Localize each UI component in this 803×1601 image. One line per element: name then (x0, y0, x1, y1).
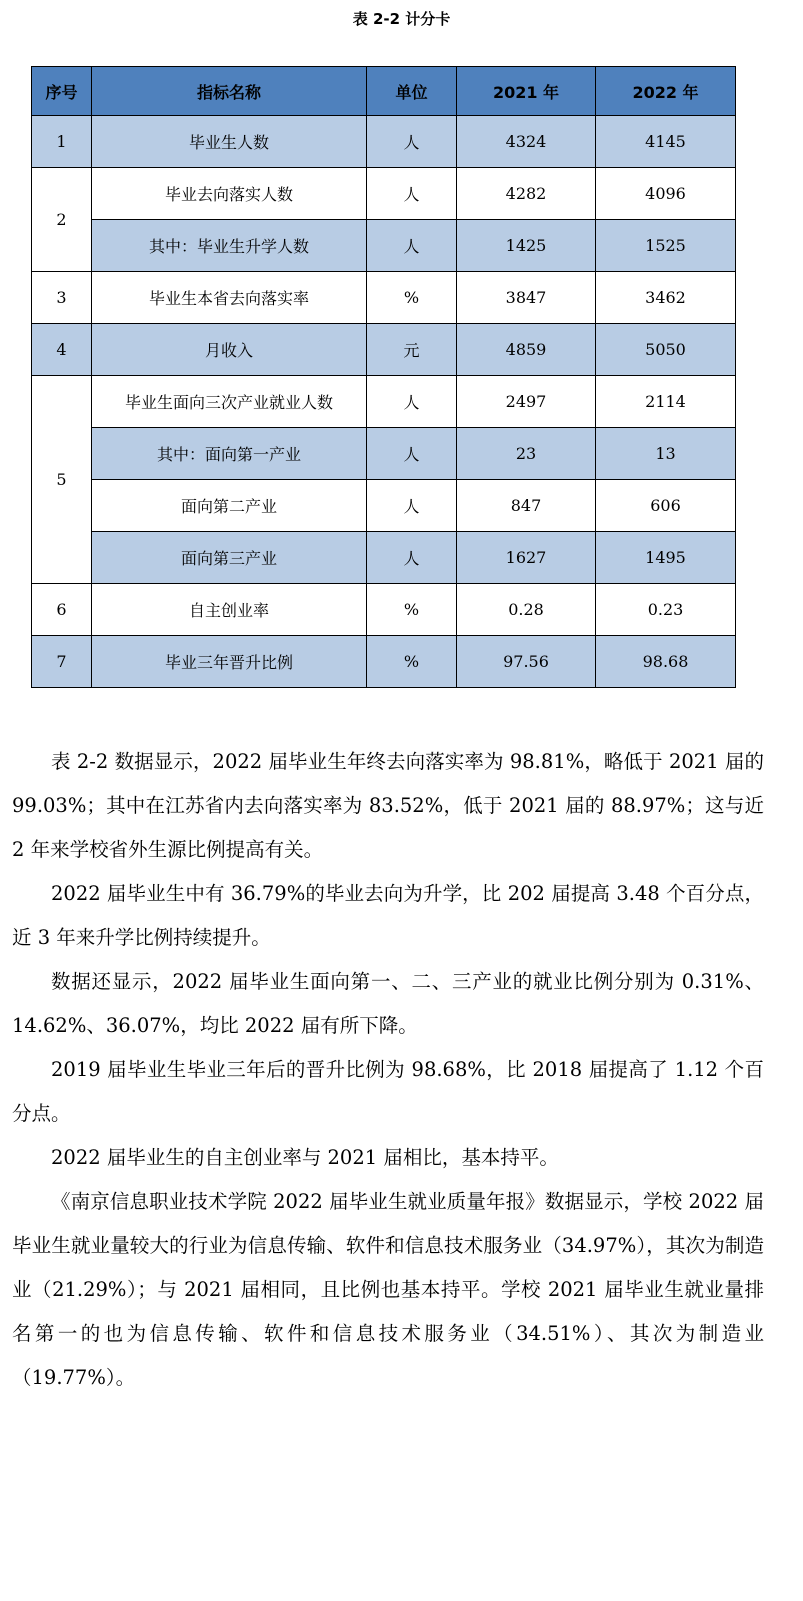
cell-name: 其中：面向第一产业 (92, 428, 367, 480)
cell-2022: 13 (596, 428, 736, 480)
cell-2021: 4859 (457, 324, 596, 376)
header-indicator-name: 指标名称 (92, 67, 367, 116)
cell-unit: 人 (367, 376, 457, 428)
table-row (32, 584, 736, 636)
cell-2022: 2114 (596, 376, 736, 428)
table-row (32, 428, 736, 480)
cell-2021: 1627 (457, 532, 596, 584)
table-row (32, 272, 736, 324)
cell-seq: 6 (32, 584, 92, 636)
analysis-text (12, 740, 764, 1400)
cell-2022: 3462 (596, 272, 736, 324)
cell-2022: 5050 (596, 324, 736, 376)
cell-name: 其中：毕业生升学人数 (92, 220, 367, 272)
cell-seq: 1 (32, 116, 92, 168)
header-seq: 序号 (32, 67, 92, 116)
cell-unit: 人 (367, 532, 457, 584)
cell-2022: 606 (596, 480, 736, 532)
cell-name: 毕业去向落实人数 (92, 168, 367, 220)
paragraph: 2019 届毕业生毕业三年后的晋升比例为 98.68%，比 2018 届提高了 1.12 个百分点。 (12, 1058, 764, 1125)
cell-2021: 4324 (457, 116, 596, 168)
cell-2021: 23 (457, 428, 596, 480)
cell-seq: 2 (32, 168, 92, 272)
table-row (32, 220, 736, 272)
cell-unit: 人 (367, 168, 457, 220)
cell-2021: 847 (457, 480, 596, 532)
cell-unit: 人 (367, 428, 457, 480)
cell-2021: 1425 (457, 220, 596, 272)
cell-seq: 3 (32, 272, 92, 324)
table-row (32, 168, 736, 220)
cell-name: 毕业生本省去向落实率 (92, 272, 367, 324)
cell-unit: 人 (367, 220, 457, 272)
cell-name: 面向第三产业 (92, 532, 367, 584)
paragraph: 表 2-2 数据显示，2022 届毕业生年终去向落实率为 98.81%，略低于 2021 届的 99.03%；其中在江苏省内去向落实率为 83.52%，低于 2021 届的 88.97%；这与近 2 年来学校省外生源比例提高有关。 (12, 750, 764, 861)
cell-2022: 1525 (596, 220, 736, 272)
cell-2021: 0.28 (457, 584, 596, 636)
score-card-table (31, 66, 736, 688)
cell-2022: 0.23 (596, 584, 736, 636)
header-2022: 2022 年 (596, 67, 736, 116)
cell-name: 月收入 (92, 324, 367, 376)
table-row (32, 636, 736, 688)
cell-2021: 3847 (457, 272, 596, 324)
paragraph: 《南京信息职业技术学院 2022 届毕业生就业质量年报》数据显示，学校 2022 届毕业生就业量较大的行业为信息传输、软件和信息技术服务业（34.97%），其次为制造业（21.29%）；与 2021 届相同，且比例也基本持平。学校 2021 届毕业生就业量排名第一的也为信息传输、软件和信息技术服务业（34.51%）、其次为制造业（19.77%）。 (12, 1190, 764, 1389)
header-unit: 单位 (367, 67, 457, 116)
table-row (32, 532, 736, 584)
cell-2022: 4145 (596, 116, 736, 168)
header-2021: 2021 年 (457, 67, 596, 116)
table-row (32, 116, 736, 168)
cell-unit: % (367, 636, 457, 688)
cell-2022: 4096 (596, 168, 736, 220)
table-row (32, 480, 736, 532)
paragraph: 2022 届毕业生的自主创业率与 2021 届相比，基本持平。 (51, 1146, 559, 1169)
cell-name: 面向第二产业 (92, 480, 367, 532)
cell-unit: 元 (367, 324, 457, 376)
cell-name: 自主创业率 (92, 584, 367, 636)
cell-2021: 97.56 (457, 636, 596, 688)
cell-unit: 人 (367, 116, 457, 168)
cell-seq: 4 (32, 324, 92, 376)
paragraph: 2022 届毕业生中有 36.79%的毕业去向为升学，比 202 届提高 3.48 个百分点，近 3 年来升学比例持续提升。 (12, 882, 764, 949)
table-row (32, 324, 736, 376)
cell-2022: 98.68 (596, 636, 736, 688)
cell-name: 毕业生人数 (92, 116, 367, 168)
paragraph: 数据还显示，2022 届毕业生面向第一、二、三产业的就业比例分别为 0.31%、14.62%、36.07%，均比 2022 届有所下降。 (12, 970, 764, 1037)
cell-2021: 4282 (457, 168, 596, 220)
cell-seq: 5 (32, 376, 92, 584)
cell-unit: % (367, 272, 457, 324)
cell-unit: % (367, 584, 457, 636)
table-row (32, 376, 736, 428)
cell-2022: 1495 (596, 532, 736, 584)
table-header-row (32, 67, 736, 116)
cell-name: 毕业三年晋升比例 (92, 636, 367, 688)
cell-unit: 人 (367, 480, 457, 532)
cell-name: 毕业生面向三次产业就业人数 (92, 376, 367, 428)
cell-2021: 2497 (457, 376, 596, 428)
cell-seq: 7 (32, 636, 92, 688)
table-caption: 表 2-2 计分卡 (352, 10, 451, 28)
